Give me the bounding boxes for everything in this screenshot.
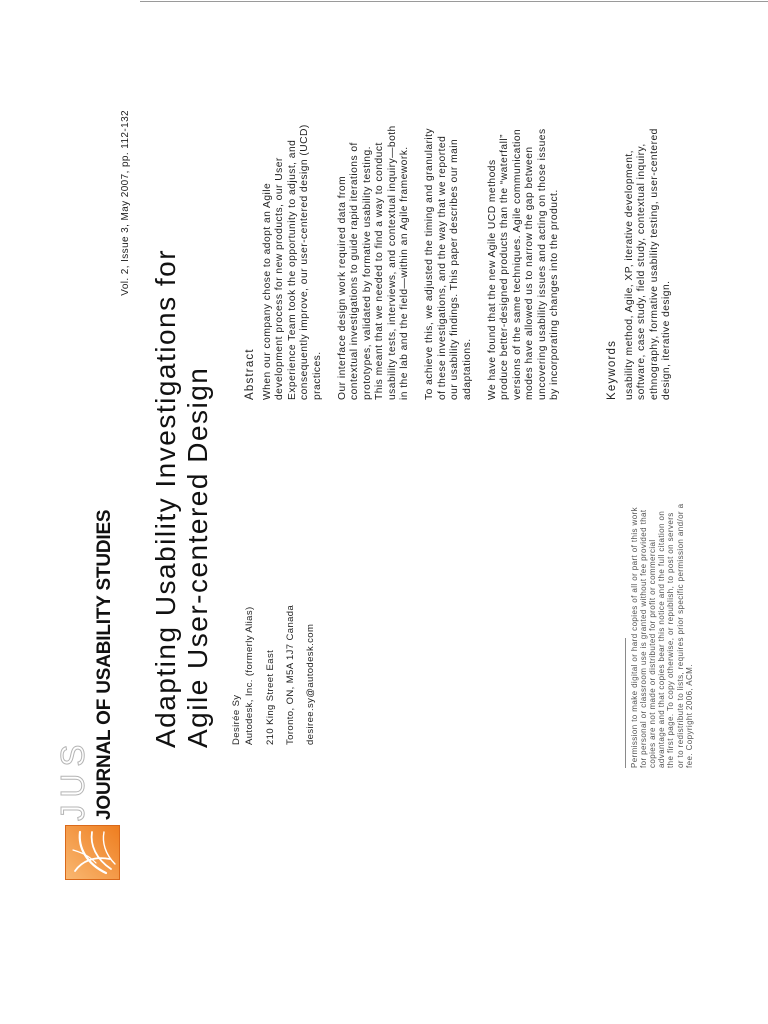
copyright-line: Permission to make digital or hard copies of all or part of this work [629, 506, 639, 768]
copyright-line: fee. Copyright 2006, ACM. [684, 664, 694, 768]
copyright-line: advantage and that copies bear this notice and the full citation on [657, 510, 667, 768]
abstract-heading: Abstract [244, 348, 256, 400]
abstract-line: Experience Team took the opportunity to adjust, and [286, 139, 298, 400]
abstract-line: To achieve this, we adjusted the timing and granularity [424, 127, 436, 400]
keyword-line: usability method, Agile, XP, iterative development, [623, 150, 635, 400]
copyright-line: for personal or classroom use is granted without fee provided that [638, 509, 648, 768]
keyword-line: software, case study, field study, contextual inquiry, [636, 143, 648, 400]
copyright-line: the first page. To copy otherwise, or republish, to post on servers [666, 512, 676, 768]
abstract-paragraph [487, 124, 562, 400]
abstract-line: We have found that the new Agile UCD methods [486, 159, 498, 400]
issue-info: Vol. 2, Issue 3, May 2007, pp. 112-132 [120, 110, 131, 296]
title-line: Adapting Usability Investigations for [150, 248, 181, 748]
abstract-line: uncovering usability issues and acting on those issues [536, 128, 548, 400]
abstract-line: This meant that we needed to find a way to conduct [374, 142, 386, 400]
author-affiliation: Autodesk, Inc. (formerly Alias) [243, 606, 255, 745]
title-line: Agile User-centered Design [182, 366, 213, 748]
keyword-line: design, iterative design. [661, 280, 673, 400]
abstract-line: our usability findings. This paper describes our main [449, 138, 461, 400]
author-street: 210 King Street East [264, 649, 276, 745]
abstract-line: produce better-designed products than the “waterfall” [499, 134, 511, 400]
abstract-line: practices. [311, 351, 323, 400]
footnote-rule [625, 638, 626, 768]
author-name: Desirée Sy [230, 694, 242, 745]
abstract-line: adaptations. [461, 338, 473, 400]
abstract-paragraph [262, 124, 325, 400]
abstract-paragraph [337, 124, 412, 400]
paper-title [150, 249, 214, 748]
abstract-line: contextual investigations to guide rapid iterations of [349, 142, 361, 400]
abstract-line: modes have allowed us to narrow the gap between [524, 146, 536, 400]
abstract-line: of these investigations, and the way that we reported [436, 135, 448, 400]
author-city: Toronto, ON, M5A 1J7 Canada [284, 604, 296, 745]
abstract-line: development process for new products, our User [274, 157, 286, 400]
abstract-line: prototypes, validated by formative usability testing. [361, 146, 373, 400]
copyright-notice [630, 504, 694, 768]
jus-logo-icon [65, 825, 120, 880]
copyright-line: or to redistribute to lists, requires prior specific permission and/or a [675, 503, 685, 768]
keywords-heading: Keywords [606, 339, 618, 400]
copyright-line: copies are not made or distributed for profit or commercial [647, 539, 657, 768]
abstract-line: consequently improve, our user-centered design (UCD) [299, 124, 311, 400]
keyword-line: ethnography, formative usability testing, user-centered [648, 128, 660, 400]
journal-name: JOURNAL OF USABILITY STUDIES [94, 509, 115, 820]
abstract-paragraph [424, 124, 474, 400]
abstract-line: usability tests, interviews, and contextual inquiry—both [386, 125, 398, 400]
abstract-line: in the lab and the field—within an Agile framework. [399, 146, 411, 400]
abstract-body [262, 124, 562, 400]
abstract-line: versions of the same techniques. Agile communication [511, 128, 523, 400]
abstract-line: Our interface design work required data from [336, 175, 348, 400]
author-email: desiree.sy@autodesk.com [305, 623, 316, 745]
keywords-body [624, 128, 674, 400]
abstract-line: by incorporating changes into the product. [549, 189, 561, 400]
page-border [140, 1, 768, 2]
abstract-line: When our company chose to adopt an Agile [261, 182, 273, 400]
jus-logo-text: JUS [54, 737, 91, 821]
